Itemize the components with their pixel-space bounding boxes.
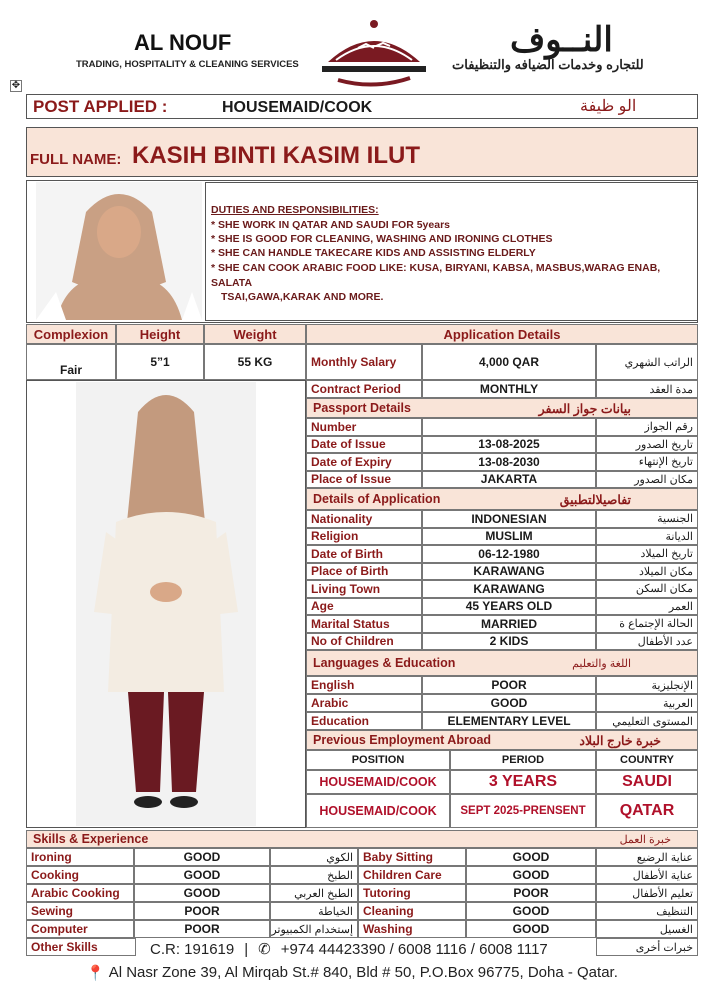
contract-label: Contract Period bbox=[306, 380, 422, 398]
skill-right-value: GOOD bbox=[466, 902, 596, 920]
languages-row-label-ar: الإنجليزية bbox=[596, 676, 698, 694]
details-row-value: 45 YEARS OLD bbox=[422, 598, 596, 616]
full-body-photo bbox=[76, 382, 256, 826]
employment-title: Previous Employment Abroad bbox=[313, 733, 492, 747]
details-row-value: 2 KIDS bbox=[422, 633, 596, 651]
details-row-value: MARRIED bbox=[422, 615, 596, 633]
skill-left-label: Sewing bbox=[26, 902, 134, 920]
passport-details-title: Passport Details bbox=[313, 401, 411, 415]
contract-label-ar: مدة العقد bbox=[596, 380, 698, 398]
details-row-value: MUSLIM bbox=[422, 528, 596, 546]
employment-header bbox=[306, 730, 698, 750]
post-applied-label-ar: الو ظيفة bbox=[580, 98, 637, 115]
skill-right-value: POOR bbox=[466, 884, 596, 902]
skill-left-value: GOOD bbox=[134, 848, 270, 866]
col-country: COUNTRY bbox=[596, 750, 698, 770]
duties-line: TSAI,GAWA,KARAK AND MORE. bbox=[221, 291, 384, 303]
skill-left-value: GOOD bbox=[134, 866, 270, 884]
salary-value: 4,000 QAR bbox=[422, 344, 596, 380]
skill-left-label: Computer bbox=[26, 920, 134, 938]
duties-line: * SHE IS GOOD FOR CLEANING, WASHING AND IRONING CLOTHES bbox=[211, 233, 553, 245]
details-row-value: KARAWANG bbox=[422, 580, 596, 598]
skill-left-ar: الطبخ bbox=[270, 866, 358, 884]
passport-row-value: 13-08-2030 bbox=[422, 453, 596, 471]
languages-row-value: GOOD bbox=[422, 694, 596, 712]
move-handle-icon[interactable]: ✥ bbox=[11, 80, 21, 91]
phone-numbers: +974 44423390 / 6008 1116 / 6008 1117 bbox=[280, 940, 548, 958]
skill-left-value: GOOD bbox=[134, 884, 270, 902]
passport-row-label-ar: تاريخ الصدور bbox=[596, 436, 698, 454]
languages-row-label-ar: المستوى التعليمي bbox=[596, 712, 698, 730]
details-row-label-ar: مكان السكن bbox=[596, 580, 698, 598]
footer-address: Al Nasr Zone 39, Al Mirqab St.# 840, Bld # 50, P.O.Box 96775, Doha - Qatar. bbox=[108, 964, 618, 981]
details-row-label: Place of Birth bbox=[306, 563, 422, 581]
complexion-header: Complexion bbox=[26, 324, 116, 344]
height-value: 5”1 bbox=[116, 344, 204, 380]
phone-icon: ✆ bbox=[258, 941, 271, 958]
post-applied-label: POST APPLIED : bbox=[33, 97, 168, 116]
details-row-label-ar: الديانة bbox=[596, 528, 698, 546]
skills-title: Skills & Experience bbox=[33, 832, 149, 846]
company-name-en: AL NOUF bbox=[134, 30, 232, 55]
commercial-registration: C.R: 191619 bbox=[150, 940, 235, 958]
details-row-label: Living Town bbox=[306, 580, 422, 598]
skill-right-label: Washing bbox=[358, 920, 466, 938]
skill-left-ar: الكوي bbox=[270, 848, 358, 866]
complexion-value: Fair bbox=[26, 344, 116, 380]
details-of-application-header bbox=[306, 488, 698, 510]
details-row-value: KARAWANG bbox=[422, 563, 596, 581]
height-header: Height bbox=[116, 324, 204, 344]
details-row-label: Marital Status bbox=[306, 615, 422, 633]
details-row-label-ar: الحالة الإجتماع ة bbox=[596, 615, 698, 633]
passport-row-label: Date of Expiry bbox=[306, 453, 422, 471]
details-row-label: No of Children bbox=[306, 633, 422, 651]
languages-row-value: ELEMENTARY LEVEL bbox=[422, 712, 596, 730]
passport-row-value: JAKARTA bbox=[422, 471, 596, 489]
full-name-label: FULL NAME: bbox=[30, 151, 122, 168]
skill-left-label: Cooking bbox=[26, 866, 134, 884]
skill-left-value: POOR bbox=[134, 902, 270, 920]
skill-right-ar: تعليم الأطفال bbox=[596, 884, 698, 902]
passport-row-label: Number bbox=[306, 418, 422, 436]
location-pin-icon: 📍 bbox=[86, 965, 105, 982]
company-name-ar: النــوف bbox=[510, 21, 613, 59]
employment-title-ar: خبرة خارج البلاد bbox=[579, 733, 661, 748]
passport-row-value: 13-08-2025 bbox=[422, 436, 596, 454]
details-row-label: Nationality bbox=[306, 510, 422, 528]
details-row-value: 06-12-1980 bbox=[422, 545, 596, 563]
salary-label-ar: الراتب الشهري bbox=[596, 344, 698, 380]
skill-left-ar: إستخدام الكمبيوتر bbox=[270, 920, 358, 938]
passport-row-label-ar: مكان الصدور bbox=[596, 471, 698, 489]
contract-value: MONTHLY bbox=[422, 380, 596, 398]
passport-row-label: Place of Issue bbox=[306, 471, 422, 489]
skill-left-label: Arabic Cooking bbox=[26, 884, 134, 902]
other-skills-label: Other Skills bbox=[26, 938, 136, 956]
details-row-value: INDONESIAN bbox=[422, 510, 596, 528]
skill-right-label: Cleaning bbox=[358, 902, 466, 920]
skills-header bbox=[26, 830, 698, 848]
details-row-label: Religion bbox=[306, 528, 422, 546]
passport-details-header bbox=[306, 398, 698, 418]
company-subtitle-en: TRADING, HOSPITALITY & CLEANING SERVICES bbox=[76, 59, 299, 70]
passport-row-value bbox=[422, 418, 596, 436]
details-row-label: Age bbox=[306, 598, 422, 616]
languages-title-ar: اللغة والتعليم bbox=[572, 657, 631, 670]
employment-period: 3 YEARS bbox=[450, 770, 596, 794]
company-logo bbox=[318, 10, 430, 90]
footer-contact bbox=[150, 940, 548, 958]
passport-details-title-ar: بيانات جواز السفر bbox=[538, 401, 631, 416]
skill-right-ar: الغسيل bbox=[596, 920, 698, 938]
skill-left-value: POOR bbox=[134, 920, 270, 938]
company-subtitle-ar: للتجاره وخدمات الضيافه والتنظيفات bbox=[452, 57, 644, 72]
skill-right-label: Baby Sitting bbox=[358, 848, 466, 866]
skill-right-value: GOOD bbox=[466, 866, 596, 884]
skill-right-value: GOOD bbox=[466, 848, 596, 866]
post-applied-value: HOUSEMAID/COOK bbox=[222, 99, 373, 116]
passport-row-label-ar: تاريخ الإنتهاء bbox=[596, 453, 698, 471]
skill-left-ar: الخياطة bbox=[270, 902, 358, 920]
passport-row-label-ar: رقم الجواز bbox=[596, 418, 698, 436]
footer-address-row bbox=[86, 964, 618, 982]
skills-title-ar: خبرة العمل bbox=[619, 833, 671, 846]
duties-line: * SHE CAN HANDLE TAKECARE KIDS AND ASSISTING ELDERLY bbox=[211, 247, 536, 259]
languages-row-label: Arabic bbox=[306, 694, 422, 712]
employment-country: QATAR bbox=[596, 794, 698, 828]
employment-position: HOUSEMAID/COOK bbox=[306, 770, 450, 794]
languages-header bbox=[306, 650, 698, 676]
col-period: PERIOD bbox=[450, 750, 596, 770]
languages-row-label-ar: العربية bbox=[596, 694, 698, 712]
skill-right-label: Tutoring bbox=[358, 884, 466, 902]
details-row-label-ar: عدد الأطفال bbox=[596, 633, 698, 651]
employment-position: HOUSEMAID/COOK bbox=[306, 794, 450, 828]
skill-right-value: GOOD bbox=[466, 920, 596, 938]
details-title-ar: تفاصيلالتطبيق bbox=[559, 492, 631, 507]
full-name-value: KASIH BINTI KASIM ILUT bbox=[132, 142, 420, 169]
col-position: POSITION bbox=[306, 750, 450, 770]
duties-title: DUTIES AND RESPONSIBILITIES: bbox=[211, 204, 379, 216]
languages-row-label: Education bbox=[306, 712, 422, 730]
skill-left-label: Ironing bbox=[26, 848, 134, 866]
duties-line: * SHE CAN COOK ARABIC FOOD LIKE: KUSA, BIRYANI, KABSA, MASBUS,WARAG ENAB, SALATA bbox=[211, 262, 661, 289]
details-row-label: Date of Birth bbox=[306, 545, 422, 563]
details-row-label-ar: مكان الميلاد bbox=[596, 563, 698, 581]
details-row-label-ar: الجنسية bbox=[596, 510, 698, 528]
skill-right-label: Children Care bbox=[358, 866, 466, 884]
application-details-header: Application Details bbox=[306, 324, 698, 344]
weight-header: Weight bbox=[204, 324, 306, 344]
languages-title: Languages & Education bbox=[313, 656, 456, 670]
skill-right-ar: التنظيف bbox=[596, 902, 698, 920]
other-skills-label-ar: خبرات أخرى bbox=[596, 938, 698, 956]
skill-left-ar: الطبخ العربي bbox=[270, 884, 358, 902]
languages-row-value: POOR bbox=[422, 676, 596, 694]
duties-line: * SHE WORK IN QATAR AND SAUDI FOR 5years bbox=[211, 219, 451, 231]
portrait-photo bbox=[36, 182, 202, 320]
employment-period: SEPT 2025-PRENSENT bbox=[450, 794, 596, 828]
passport-row-label: Date of Issue bbox=[306, 436, 422, 454]
skill-right-ar: عناية الأطفال bbox=[596, 866, 698, 884]
details-row-label-ar: العمر bbox=[596, 598, 698, 616]
salary-label: Monthly Salary bbox=[306, 344, 422, 380]
details-row-label-ar: تاريخ الميلاد bbox=[596, 545, 698, 563]
divider: | bbox=[244, 940, 249, 958]
skill-right-ar: عناية الرضيع bbox=[596, 848, 698, 866]
details-title: Details of Application bbox=[313, 492, 441, 506]
weight-value: 55 KG bbox=[204, 344, 306, 380]
employment-country: SAUDI bbox=[596, 770, 698, 794]
languages-row-label: English bbox=[306, 676, 422, 694]
